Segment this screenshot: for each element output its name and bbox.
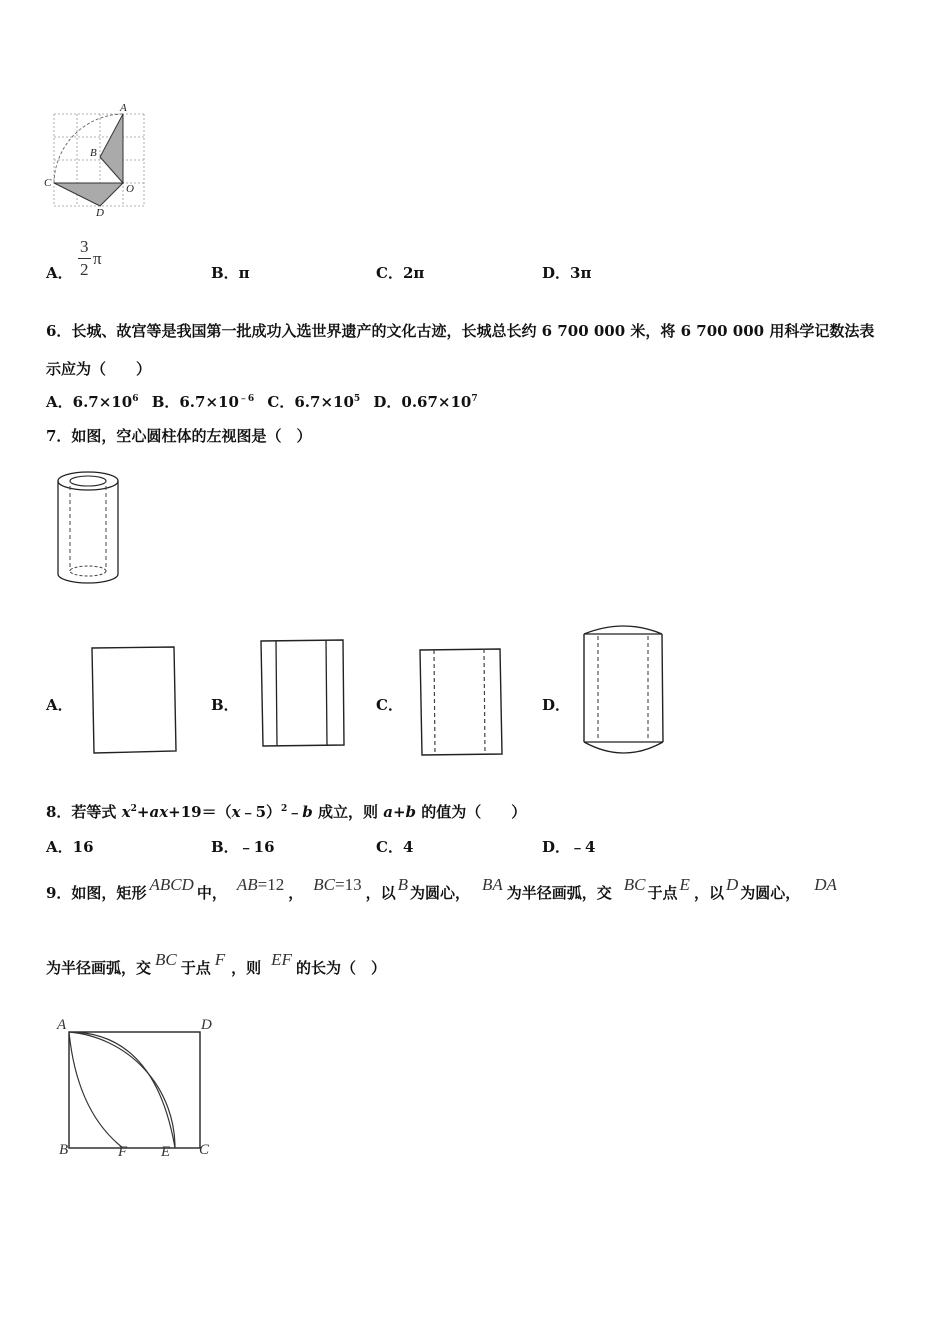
q9-t7: 于点 (647, 884, 678, 902)
q9-label-B: B (59, 1142, 69, 1158)
q6-option-c-exp: 5 (353, 394, 361, 404)
q7-option-c: C． (376, 696, 403, 714)
q7-option-c-figure (418, 647, 508, 757)
q9-t6: 为半径画弧，交 (506, 884, 612, 902)
q6-option-a: A．6.7×10 (46, 393, 133, 411)
q8-p7: 的值为（ ） (416, 803, 527, 821)
q7-option-d-figure (580, 624, 670, 764)
q5-shaded-triangle-upper (100, 114, 123, 183)
q6-option-a-exp: 6 (132, 394, 139, 404)
q9-m-BC: BC (313, 875, 335, 894)
q7-option-d: D． (542, 696, 571, 714)
q8-p1: 8．若等式 (46, 803, 122, 821)
q9-t4: ，以 (365, 884, 396, 902)
q6-option-b: B．6.7×10 (151, 393, 239, 411)
q9-m-AB-val: =12 (257, 875, 285, 894)
q9-t2: 中， (196, 884, 227, 902)
q9-m-ABCD: ABCD (149, 875, 194, 894)
q9-m-BC2: BC (623, 875, 646, 894)
q6-option-c: C．6.7×10 (267, 393, 354, 411)
q7-stem: 7．如图，空心圆柱体的左视图是（ ） (46, 427, 312, 445)
q8-option-b: B．﹣16 (211, 838, 275, 856)
q5-option-c: C．2π (376, 264, 425, 282)
q5-fraction-bar (78, 258, 91, 259)
q5-label-B: B (90, 147, 97, 159)
q8-exp2: 2 (281, 804, 288, 814)
q9-rectangle-figure (55, 1012, 225, 1162)
q5-option-a-letter: A． (46, 264, 73, 282)
q6-option-b-exp: ﹣6 (238, 394, 255, 404)
q8-p4: ﹣5） (240, 803, 281, 821)
q9-label-A: A (57, 1017, 67, 1033)
q9-m-F: F (214, 950, 226, 969)
q5-fraction-pi: π (93, 249, 102, 268)
q8-x2: x (159, 803, 169, 821)
q5-label-D: D (96, 207, 104, 219)
q5-label-C: C (44, 177, 52, 189)
q9-t12: ，则 (231, 959, 262, 977)
q6-stem-line1: 6．长城、故宫等是我国第一批成功入选世界遗产的文化古迹，长城总长约 6 700 000 米，将 6 700 000 用科学记数法表 (46, 322, 875, 340)
q5-option-b: B．π (211, 264, 250, 282)
q9-label-E: E (161, 1144, 171, 1160)
q6-options (46, 391, 478, 412)
q7-option-b: B． (211, 696, 239, 714)
q8-x: x (121, 803, 131, 821)
q9-m-BA: BA (482, 875, 503, 894)
q9-m-DA: DA (814, 875, 837, 894)
q8-option-a: A．16 (46, 838, 94, 856)
q8-p6: 成立，则 (312, 803, 384, 821)
q8-p5: ﹣ (287, 803, 303, 821)
q8-ab: a+b (383, 803, 417, 821)
q8-x3: x (231, 803, 241, 821)
q9-t5: 为圆心， (409, 884, 470, 902)
q7-option-a: A． (46, 696, 73, 714)
q5-label-O: O (126, 183, 134, 195)
q5-fraction-denominator: 2 (80, 260, 89, 279)
q8-p3: +19＝（ (168, 803, 232, 821)
q8-option-d: D．﹣4 (542, 838, 596, 856)
q5-fraction-numerator: 3 (80, 237, 89, 256)
q9-stem-line1 (46, 875, 837, 903)
q9-m-D: D (725, 875, 739, 894)
q9-m-AB: AB (236, 875, 258, 894)
q9-t3: ， (288, 884, 304, 902)
q9-t9: 为圆心， (740, 884, 801, 902)
q9-t13: 的长为（ ） (295, 959, 386, 977)
q7-hollow-cylinder-figure (50, 466, 140, 591)
q9-m-B: B (397, 875, 408, 894)
q8-option-c: C．4 (376, 838, 414, 856)
q9-label-F: F (118, 1144, 128, 1160)
q6-stem-line2: 示应为（ ） (46, 360, 152, 378)
q9-t10: 为半径画弧，交 (46, 959, 152, 977)
q5-option-d: D．3π (542, 264, 592, 282)
q9-label-D: D (201, 1017, 212, 1033)
q9-label-C: C (199, 1142, 210, 1158)
q8-p2: + (136, 803, 150, 821)
q8-stem (46, 801, 526, 822)
q7-option-a-figure (90, 645, 180, 755)
q9-arc-from-B (69, 1032, 175, 1148)
q9-t1: 9．如图，矩形 (46, 884, 147, 902)
q6-option-d: D．0.67×10 (373, 393, 472, 411)
q8-a: a (149, 803, 160, 821)
q5-label-A: A (120, 102, 127, 114)
q6-option-d-exp: 7 (471, 394, 478, 404)
q9-stem-line2 (46, 950, 386, 978)
q9-t8: ，以 (693, 884, 724, 902)
q9-t11: 于点 (180, 959, 211, 977)
q5-figure (44, 100, 154, 220)
q7-option-b-figure (259, 638, 349, 750)
q5-shaded-triangle-lower (54, 183, 123, 206)
q9-m-EF: EF (271, 950, 292, 969)
q9-m-E: E (679, 875, 690, 894)
q8-exp: 2 (130, 804, 137, 814)
q8-b: b (302, 803, 313, 821)
q9-m-BC3: BC (155, 950, 177, 969)
q9-m-BC-val: =13 (334, 875, 362, 894)
